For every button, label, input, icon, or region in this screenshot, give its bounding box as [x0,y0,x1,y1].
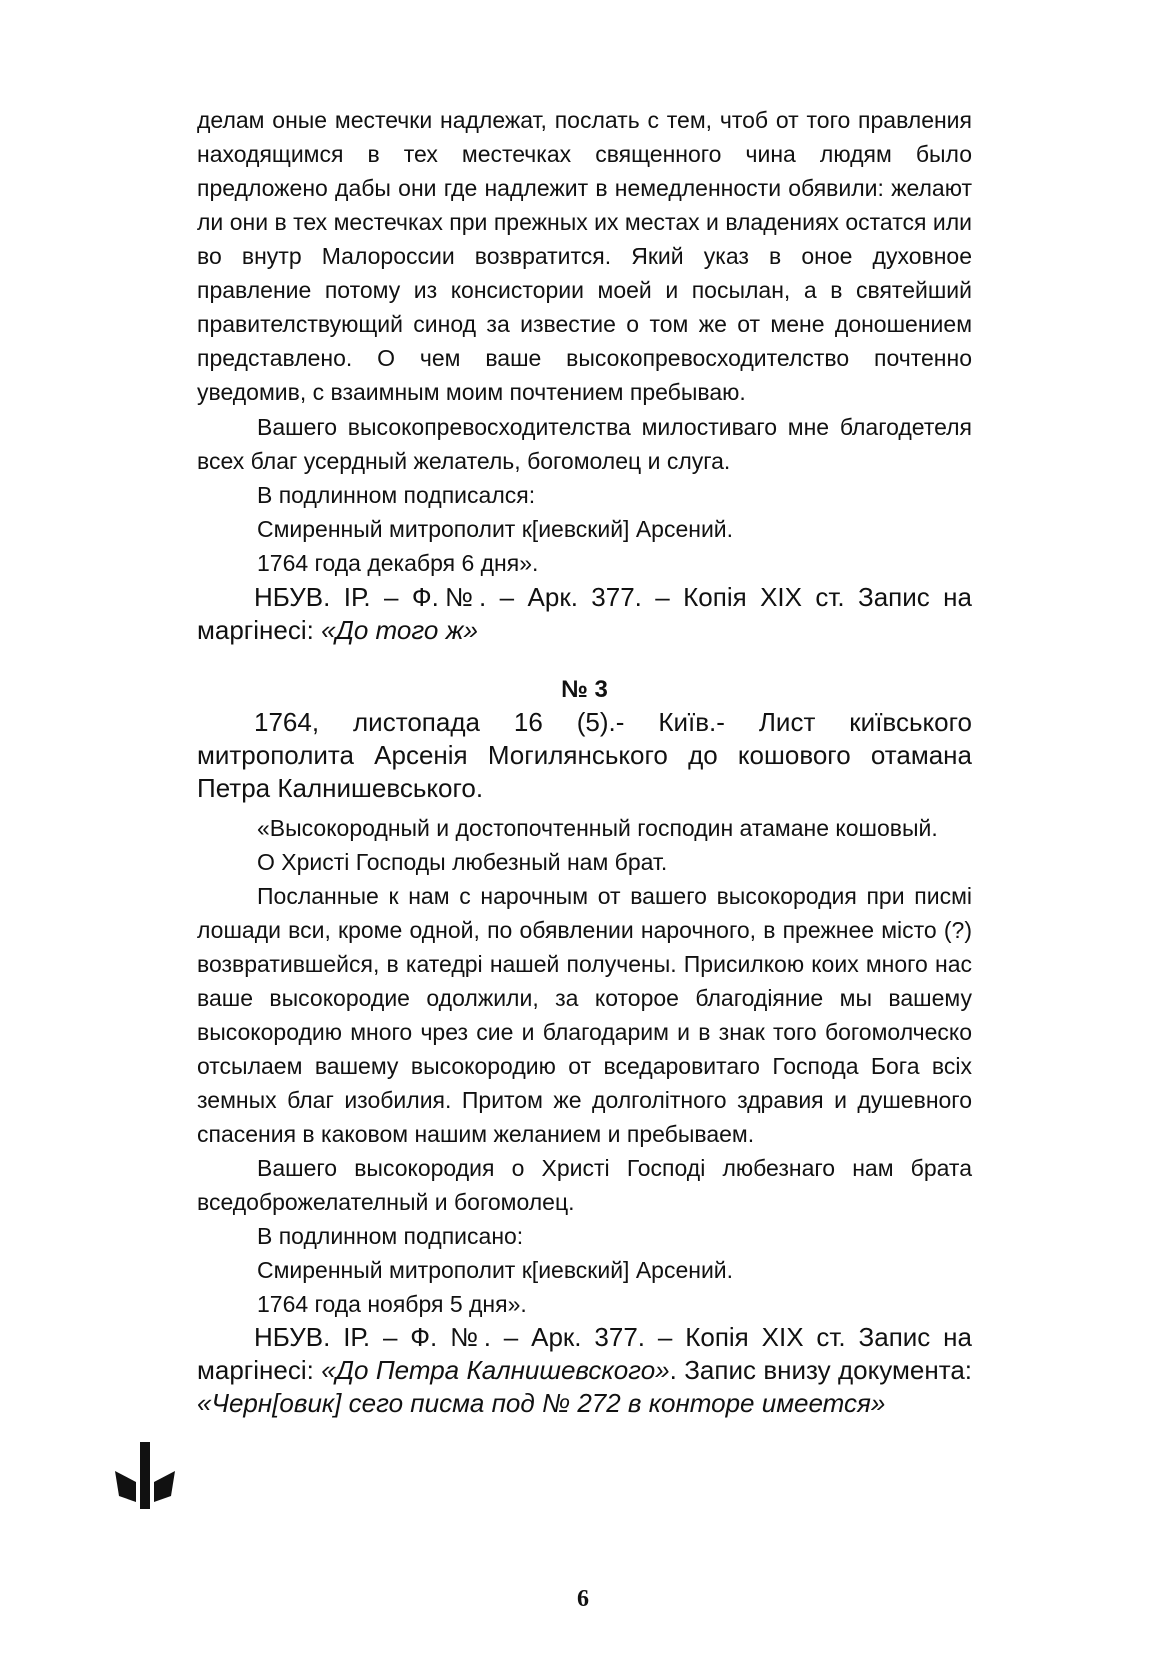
document-number-heading: № 3 [561,676,608,703]
source-text: НБУВ. ІР. – Ф.№. – Арк. 377. – Копія XIX ст. Запис на маргінесі: [197,582,972,645]
publisher-logo-icon [115,1442,175,1509]
page-number: 6 [577,1586,589,1612]
signature-note: В подлинном подписано: [257,1223,524,1249]
closing-paragraph: Вашего высокородия о Христі Господі любезнаго нам брата вседоброжелателный и богомолец. [197,1155,972,1215]
document-3 [197,706,972,1420]
source-note [197,581,972,647]
source-text-continued: . Запис внизу документа: [669,1355,972,1385]
letter-date: 1764 года ноября 5 дня». [257,1291,527,1317]
signature-note: В подлинном подписался: [257,482,536,508]
letter-date: 1764 года декабря 6 дня». [257,550,539,576]
signature: Смиренный митрополит к[иевский] Арсений. [257,1257,734,1283]
source-marginal-note: «До того ж» [321,615,478,645]
paragraph: делам оные местечки надлежат, послать с тем, чтоб от того правления находящимся в тех местечках священного чина людям было предложено дабы они где надлежит в немедленности обявили: желают ли они в тех местечках при прежных их местах и владениях остатся или во внутр Малороссии возвратится. Який указ в оное духовное правление потому из консистории моей и посылан, а в святейший правителствующий синод за известие о том же от мене доношением представлено. О чем ваше высокопревосходителство почтенно уведомив, с взаимным моим почтением пребываю. [197,107,972,405]
source-bottom-note: «Черн[овик] сего писма под № 272 в конторе имеется» [197,1388,886,1418]
paragraph: Посланные к нам с нарочным от вашего высокородия при писмі лошади вси, кроме одной, по обявлении нарочного, в прежнее місто (?) возвратившейся, в катедрі нашей получены. Присилкою коих много нас ваше высокородие одолжили, за которое благодіяние мы вашему высокородию много чрез сие и благодарим и в знак того богомолческо отсылаем вашему высокородию от вседаровитаго Господа Бога всіх земных благ изобилия. Притом же долголітного здравия и душевного спасения в каковом нашим желанием и пребываем. [197,883,972,1147]
source-text: НБУВ. ІР. – Ф. №. – Арк. 377. – Копія XIX ст. Запис на маргінесі: [197,1322,972,1385]
signature: Смиренный митрополит к[иевский] Арсений. [257,516,734,542]
letter-continuation [197,103,972,647]
source-note [197,1321,972,1420]
salutation: «Высокородный и достопочтенный господин атамане кошовый. [257,815,938,841]
document-summary: 1764, листопада 16 (5).- Київ.- Лист київського митрополита Арсенія Могилянського до кошового отамана Петра Калнишевського. [197,707,972,803]
source-marginal-note: «До Петра Калнишевского» [321,1355,670,1385]
closing-paragraph: Вашего высокопревосходителства милостиваго мне благодетеля всех благ усердный желатель, богомолец и слуга. [197,414,972,474]
salutation-line-2: О Христі Господы любезный нам брат. [257,849,668,875]
